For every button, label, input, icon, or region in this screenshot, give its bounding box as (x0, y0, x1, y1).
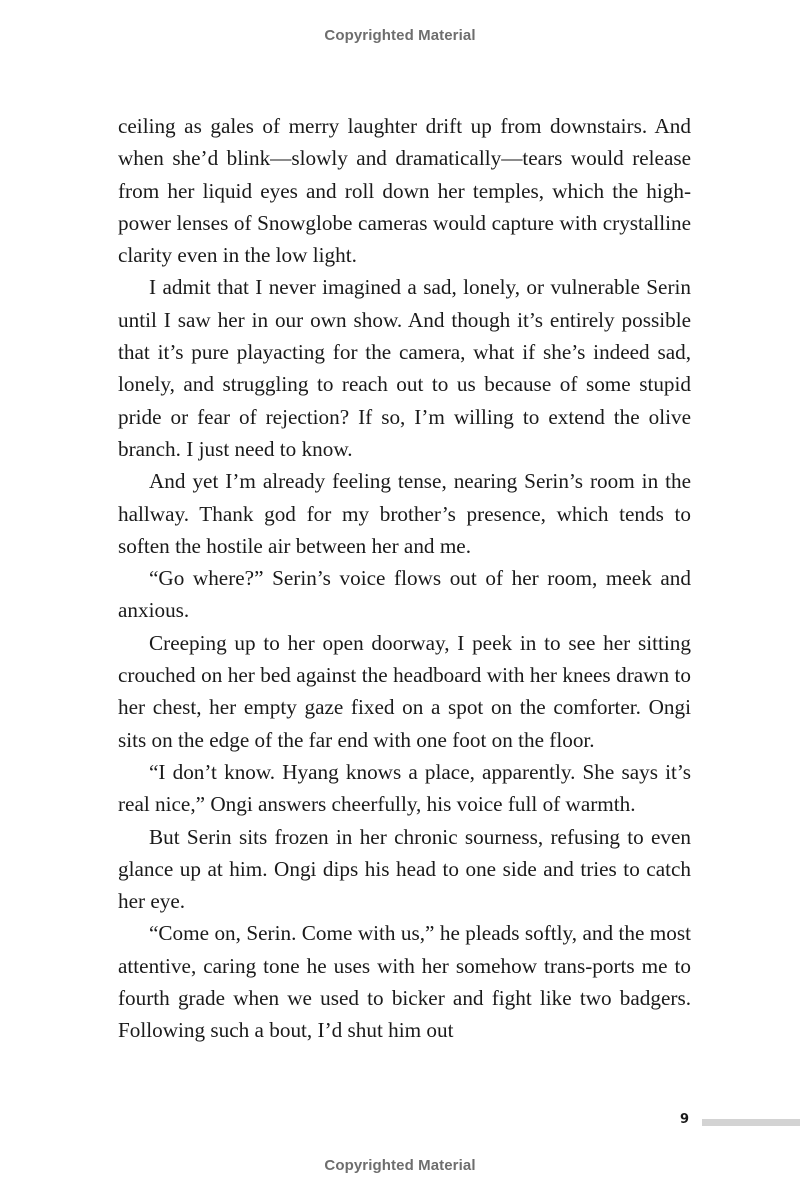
paragraph: “Go where?” Serin’s voice flows out of her room, meek and anxious. (118, 566, 691, 623)
paragraph: And yet I’m already feeling tense, nearing Serin’s room in the hallway. Thank god for my brother’s presence, which tends to soften the hostile air between her and me. (118, 469, 691, 558)
paragraph: “Come on, Serin. Come with us,” he pleads softly, and the most attentive, caring tone he uses with her somehow trans-ports me to fourth grade when we used to bicker and fight like two badgers. Following such a bout, I’d shut him out (118, 921, 691, 1043)
paragraph: I admit that I never imagined a sad, lonely, or vulnerable Serin until I saw her in our own show. And though it’s entirely possible that it’s pure playacting for the camera, what if she’s indeed sad, lonely, and struggling to reach out to us because of some stupid pride or fear of rejection? If so, I’m willing to extend the olive branch. I just need to know. (118, 275, 691, 461)
page-number-rule (702, 1119, 800, 1126)
copyright-watermark-top: Copyrighted Material (324, 27, 476, 44)
paragraph: Creeping up to her open doorway, I peek in to see her sitting crouched on her bed against the headboard with her knees drawn to her chest, her empty gaze fixed on a spot on the comforter. Ongi sits on the edge of the far end with one foot on the floor. (118, 630, 691, 752)
paragraph: “I don’t know. Hyang knows a place, apparently. She says it’s real nice,” Ongi answers cheerfully, his voice full of warmth. (118, 759, 691, 817)
page-body (118, 110, 691, 1047)
page-number: 9 (680, 1112, 690, 1127)
copyright-watermark-bottom: Copyrighted Material (324, 1157, 476, 1174)
paragraph: ceiling as gales of merry laughter drift up from downstairs. And when she’d blink—slowly and dramatically—tears would release from her liquid eyes and roll down her temples, which the high-power lenses of Snowglobe cameras would capture with crystalline clarity even in the low light. (118, 114, 691, 268)
paragraph: But Serin sits frozen in her chronic sourness, refusing to even glance up at him. Ongi dips his head to one side and tries to catch her eye. (118, 824, 691, 914)
